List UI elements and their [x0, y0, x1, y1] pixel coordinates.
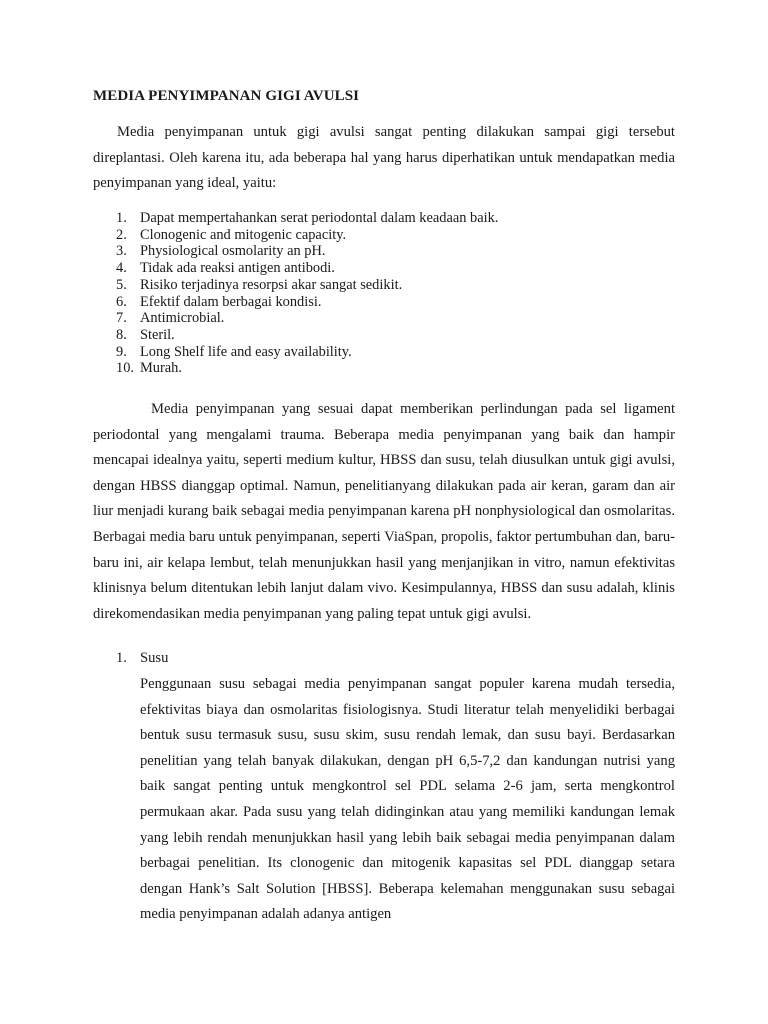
list-item	[93, 243, 498, 260]
list-item	[93, 294, 498, 311]
section-heading	[116, 650, 168, 667]
list-item-text: Long Shelf life and easy availability.	[140, 343, 352, 360]
list-item-number: 9.	[116, 343, 127, 360]
list-item-number: 7.	[116, 310, 127, 327]
list-item-text: Clonogenic and mitogenic capacity.	[140, 226, 347, 243]
body-paragraph: Media penyimpanan yang sesuai dapat memberikan perlindungan pada sel ligament periodontal yang mengalami trauma. Beberapa media penyimpanan yang baik dan hampir mencapai idealnya yaitu, seperti medium kultur, HBSS dan susu, telah diusulkan untuk gigi avulsi, dengan HBSS dianggap optimal. Namun, penelitianyang dilakukan pada air keran, garam dan air liur menjadi kurang baik sebagai media penyimpanan karena pH nonphysiological dan osmolaritas. Berbagai media baru untuk penyimpanan, seperti ViaSpan, propolis, faktor pertumbuhan dan, baru-baru ini, air kelapa lembut, telah menunjukkan hasil yang menjanjikan in vitro, namun efektivitas klinisnya belum ditentukan lebih lanjut dalam vivo. Kesimpulannya, HBSS dan susu adalah, klinis direkomendasikan media penyimpanan yang paling tepat untuk gigi avulsi.	[93, 401, 675, 622]
list-item-text: Antimicrobial.	[140, 310, 225, 327]
list-item	[93, 210, 498, 227]
list-item	[93, 360, 498, 377]
list-item-number: 1.	[116, 210, 127, 226]
list-item	[93, 227, 498, 244]
list-item-text: Dapat mempertahankan serat periodontal dalam keadaan baik.	[140, 210, 499, 226]
section-number: 1.	[116, 650, 127, 666]
section-title: Susu	[140, 650, 169, 666]
list-item	[93, 310, 498, 327]
list-item-text: Tidak ada reaksi antigen antibodi.	[140, 260, 335, 277]
list-item-text: Risiko terjadinya resorpsi akar sangat sedikit.	[140, 276, 403, 293]
list-item-number: 10.	[116, 360, 134, 377]
list-item-number: 8.	[116, 326, 127, 343]
list-item-number: 6.	[116, 293, 127, 310]
intro-paragraph: Media penyimpanan untuk gigi avulsi sangat penting dilakukan sampai gigi tersebut direplantasi. Oleh karena itu, ada beberapa hal yang harus diperhatikan untuk mendapatkan media penyimpanan yang ideal, yaitu:	[93, 124, 675, 192]
document-title: MEDIA PENYIMPANAN GIGI AVULSI	[93, 88, 360, 104]
list-item-text: Physiological osmolarity an pH.	[140, 243, 326, 260]
list-item	[93, 260, 498, 277]
list-item-text: Steril.	[140, 326, 175, 343]
section-paragraph: Penggunaan susu sebagai media penyimpanan sangat populer karena mudah tersedia, efektivitas biaya dan osmolaritas fisiologisnya. Studi literatur telah menyelidiki berbagai bentuk susu termasuk susu, susu skim, susu rendah lemak, dan susu bayi. Berdasarkan penelitian yang telah banyak dilakukan, dengan pH 6,5-7,2 dan kandungan nutrisi yang baik sangat penting untuk mengkontrol sel PDL selama 2-6 jam, serta mengkontrol permukaan akar. Pada susu yang telah didinginkan atau yang memiliki kandungan lemak yang lebih rendah menunjukkan hasil yang lebih baik sebagai media penyimpanan dalam berbagai penelitian. Its clonogenic dan mitogenik kapasitas sel PDL dianggap setara dengan Hank’s Salt Solution [HBSS]. Beberapa kelemahan menggunakan susu sebagai media penyimpanan adalah adanya antigen	[140, 676, 675, 923]
list-item-number: 4.	[116, 260, 127, 277]
list-item-text: Murah.	[140, 360, 182, 377]
list-item	[93, 344, 498, 361]
list-item	[93, 327, 498, 344]
list-item-number: 2.	[116, 226, 127, 243]
list-item-number: 5.	[116, 276, 127, 293]
criteria-list	[93, 210, 498, 377]
list-item-number: 3.	[116, 243, 127, 260]
list-item-text: Efektif dalam berbagai kondisi.	[140, 293, 322, 310]
list-item	[93, 277, 498, 294]
